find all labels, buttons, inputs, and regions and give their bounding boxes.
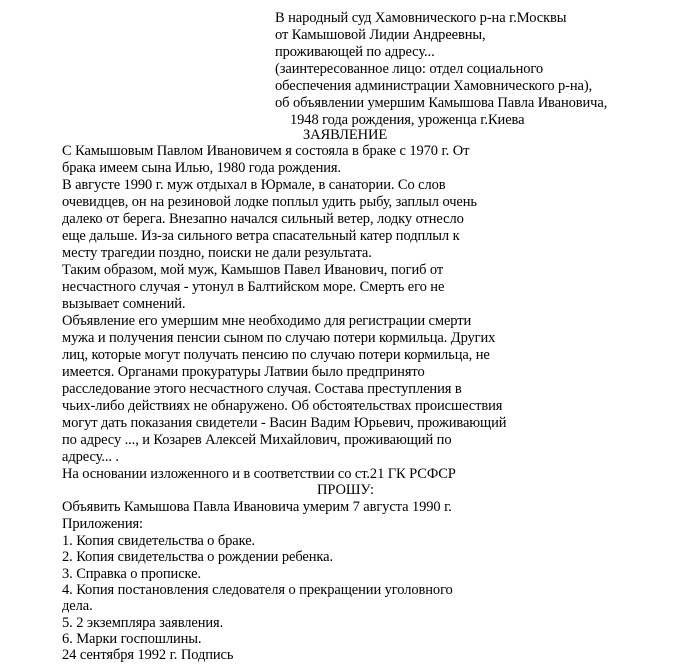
body-line: На основании изложенного и в соответствии со ст.21 ГК РСФСР <box>62 466 456 482</box>
document-title: ЗАЯВЛЕНИЕ <box>303 127 388 143</box>
attachment-item: дела. <box>62 598 93 615</box>
header-line: В народный суд Хамовнического р-на г.Москвы <box>275 10 567 26</box>
body-line: адресу... . <box>62 449 119 465</box>
attachments-heading: Приложения: <box>62 516 143 532</box>
body-line: несчастного случая - утонул в Балтийском море. Смерть его не <box>62 279 445 295</box>
body-line: очевидцев, он на резиновой лодке поплыл удить рыбу, заплыл очень <box>62 194 477 210</box>
request-heading: ПРОШУ: <box>317 482 374 498</box>
header-line: проживающей по адресу... <box>275 44 435 60</box>
attachment-item: 4. Копия постановления следователя о прекращении уголовного <box>62 581 453 598</box>
body-line: имеется. Органами прокуратуры Латвии было предпринято <box>62 364 425 380</box>
body-line: могут дать показания свидетели - Васин Вадим Юрьевич, проживающий <box>62 415 507 431</box>
body-line: месту трагедии поздно, поиски не дали результата. <box>62 245 372 261</box>
body-line: Таким образом, мой муж, Камышов Павел Иванович, погиб от <box>62 262 444 278</box>
body-line: мужа и получения пенсии сыном по случаю потери кормильца. Других <box>62 330 496 346</box>
attachment-item: 2. Копия свидетельства о рождении ребенка. <box>62 549 333 566</box>
body-line: расследование этого несчастного случая. Состава преступления в <box>62 381 462 397</box>
body-line: лиц, которые могут получать пенсию по случаю потери кормильца, не <box>62 347 490 363</box>
body-line: далеко от берега. Внезапно начался сильный ветер, лодку отнесло <box>62 211 464 227</box>
body-line: по адресу ..., и Козарев Алексей Михайлович, проживающий по <box>62 432 452 448</box>
body-line: Объявление его умершим мне необходимо для регистрации смерти <box>62 313 472 329</box>
header-line: от Камышовой Лидии Андреевны, <box>275 27 486 43</box>
attachment-item: 6. Марки госпошлины. <box>62 630 202 647</box>
header-line: об объявлении умершим Камышова Павла Ивановича, <box>275 95 608 111</box>
attachment-item: 3. Справка о прописке. <box>62 565 201 582</box>
header-line: (заинтересованное лицо: отдел социального <box>275 61 544 77</box>
body-line: брака имеем сына Илью, 1980 года рождения. <box>62 160 342 176</box>
attachment-item: 5. 2 экземпляра заявления. <box>62 614 224 631</box>
body-line: С Камышовым Павлом Ивановичем я состояла в браке с 1970 г. От <box>62 143 470 159</box>
request-text: Объявить Камышова Павла Ивановича умерим 7 августа 1990 г. <box>62 499 452 515</box>
header-line: обеспечения администрации Хамовнического р-на), <box>275 78 593 94</box>
body-line: вызывает сомнений. <box>62 296 186 312</box>
body-line: чьих-либо действиях не обнаружено. Об обстоятельствах происшествия <box>62 398 503 414</box>
header-line: 1948 года рождения, уроженца г.Киева <box>290 112 525 128</box>
attachment-item: 1. Копия свидетельства о браке. <box>62 533 256 549</box>
signature-line: 24 сентября 1992 г. Подпись <box>62 647 234 664</box>
body-line: еще дальше. Из-за сильного ветра спасательный катер подплыл к <box>62 228 460 244</box>
body-line: В августе 1990 г. муж отдыхал в Юрмале, в санатории. Со слов <box>62 177 446 193</box>
